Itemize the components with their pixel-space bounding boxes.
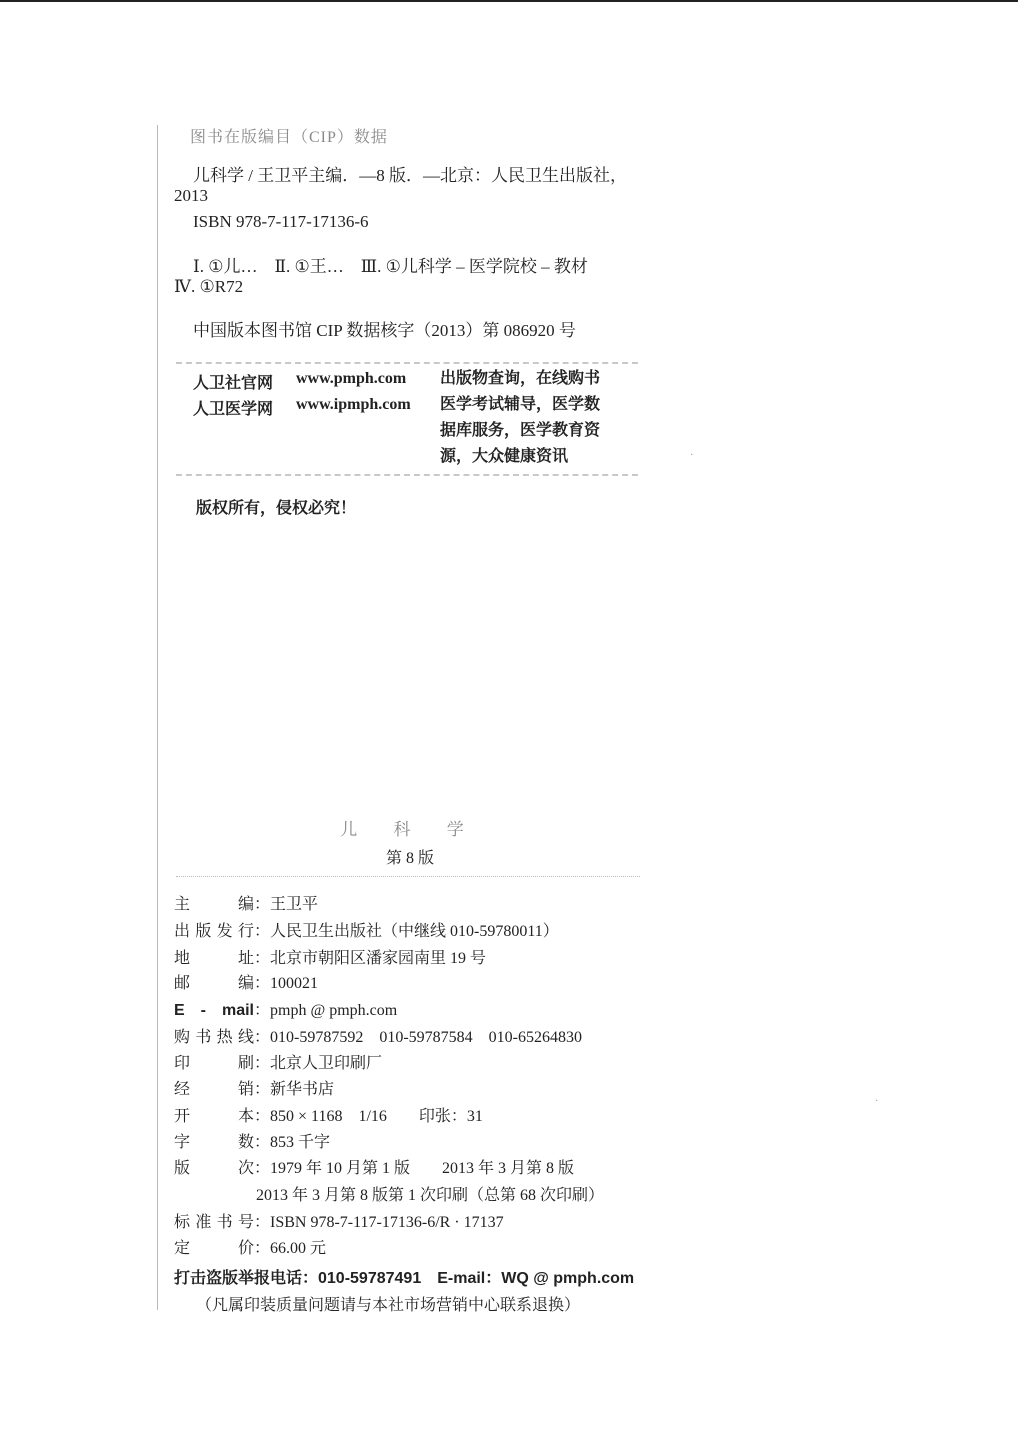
colophon-row: 地 址：北京市朝阳区潘家园南里 19 号 [174, 945, 486, 968]
colophon-label: 主 编 [174, 896, 254, 913]
site-url-1[interactable]: www.pmph.com [296, 370, 407, 387]
colophon-value: 100021 [270, 975, 319, 992]
top-border-line [0, 0, 1018, 2]
colophon-label: 购书热线 [174, 1029, 254, 1046]
colophon-value: 北京市朝阳区潘家园南里 19 号 [270, 950, 487, 967]
colophon-label: 定 价 [174, 1240, 254, 1257]
returns-note: （凡属印装质量问题请与本社市场营销中心联系退换） [196, 1297, 581, 1314]
site-description-line: 医学考试辅导，医学数 [440, 396, 601, 413]
website-info-box [176, 362, 638, 476]
colophon-label: 版 次 [174, 1160, 254, 1177]
colophon-label: 印 刷 [174, 1055, 254, 1072]
colophon-label: 开 本 [174, 1108, 254, 1125]
colophon-row: 出版发行：人民卫生出版社（中继线 010-59780011） [174, 918, 559, 941]
colophon-row: 印 刷：北京人卫印刷厂 [174, 1050, 382, 1073]
colophon-value: 853 千字 [270, 1134, 331, 1151]
cip-classification-2: Ⅳ. ①R72 [174, 277, 244, 296]
colophon-row [256, 1182, 604, 1205]
copyright-notice: 版权所有，侵权必究！ [196, 500, 357, 517]
colophon-label: 标准书号 [174, 1214, 254, 1231]
cip-line-2: 2013 [174, 186, 208, 205]
left-margin-line [157, 125, 158, 1310]
colophon-value: 850 × 1168 1/16 印张：31 [270, 1108, 483, 1125]
site-description [440, 366, 630, 470]
colophon-value: 1979 年 10 月第 1 版 2013 年 3 月第 8 版 [270, 1160, 575, 1177]
colophon-row: 购书热线：010-59787592 010-59787584 010-65264830 [174, 1024, 582, 1047]
site-description-line: 源，大众健康资讯 [440, 448, 569, 465]
colophon-value: 新华书店 [270, 1081, 335, 1098]
colophon-row: 经 销：新华书店 [174, 1076, 334, 1099]
colophon-label: 字 数 [174, 1134, 254, 1151]
colophon-row: 主 编：王卫平 [174, 891, 318, 914]
colophon-value: pmph @ pmph.com [270, 1002, 398, 1019]
colophon-label: 经 销 [174, 1081, 254, 1098]
colophon-value: 北京人卫印刷厂 [270, 1055, 383, 1072]
scan-speck: · [690, 450, 694, 461]
colophon-label: 出版发行 [174, 923, 254, 940]
site-url-2[interactable]: www.ipmph.com [296, 396, 411, 413]
edition-divider [176, 876, 640, 877]
cip-heading: 图书在版编目（CIP）数据 [190, 129, 388, 146]
colophon-value: ISBN 978-7-117-17136-6/R · 17137 [270, 1214, 504, 1231]
colophon-row: 邮 编：100021 [174, 970, 318, 993]
book-title: 儿 科 学 [340, 820, 480, 839]
colophon-value: 王卫平 [270, 896, 319, 913]
colophon-row: 字 数：853 千字 [174, 1129, 330, 1152]
cip-verification: 中国版本图书馆 CIP 数据核字（2013）第 086920 号 [193, 321, 576, 340]
colophon-row: 标准书号：ISBN 978-7-117-17136-6/R · 17137 [174, 1209, 504, 1232]
book-edition: 第 8 版 [385, 850, 434, 867]
colophon-row: 版 次：1979 年 10 月第 1 版 2013 年 3 月第 8 版 [174, 1155, 574, 1178]
colophon-row: 开 本：850 × 1168 1/16 印张：31 [174, 1103, 483, 1126]
site-name-2: 人卫医学网 [193, 401, 274, 418]
colophon-label: 地 址 [174, 950, 254, 967]
piracy-report-line: 打击盗版举报电话：010-59787491 E-mail：WQ @ pmph.com [174, 1270, 635, 1287]
site-description-line: 出版物查询，在线购书 [440, 370, 601, 387]
colophon-label: 邮 编 [174, 975, 254, 992]
site-name-1: 人卫社官网 [193, 375, 274, 392]
scan-speck: · [875, 1096, 879, 1107]
cip-isbn: ISBN 978-7-117-17136-6 [193, 212, 369, 231]
colophon-value: 66.00 元 [270, 1240, 327, 1257]
site-description-line: 据库服务，医学教育资 [440, 422, 601, 439]
cip-line-1: 儿科学 / 王卫平主编．—8 版．—北京：人民卫生出版社， [193, 166, 627, 185]
colophon-value: 010-59787592 010-59787584 010-65264830 [270, 1029, 583, 1046]
colophon-value: 人民卫生出版社（中继线 010-59780011） [270, 923, 559, 940]
colophon-row: E - mail：pmph @ pmph.com [174, 1002, 398, 1019]
colophon-row: 定 价：66.00 元 [174, 1235, 326, 1258]
cip-classification-1: Ⅰ. ①儿… Ⅱ. ①王… Ⅲ. ①儿科学 – 医学院校 – 教材 [193, 257, 588, 276]
colophon-value: 2013 年 3 月第 8 版第 1 次印刷（总第 68 次印刷） [256, 1187, 605, 1204]
colophon-label: E - mail [174, 1002, 254, 1019]
